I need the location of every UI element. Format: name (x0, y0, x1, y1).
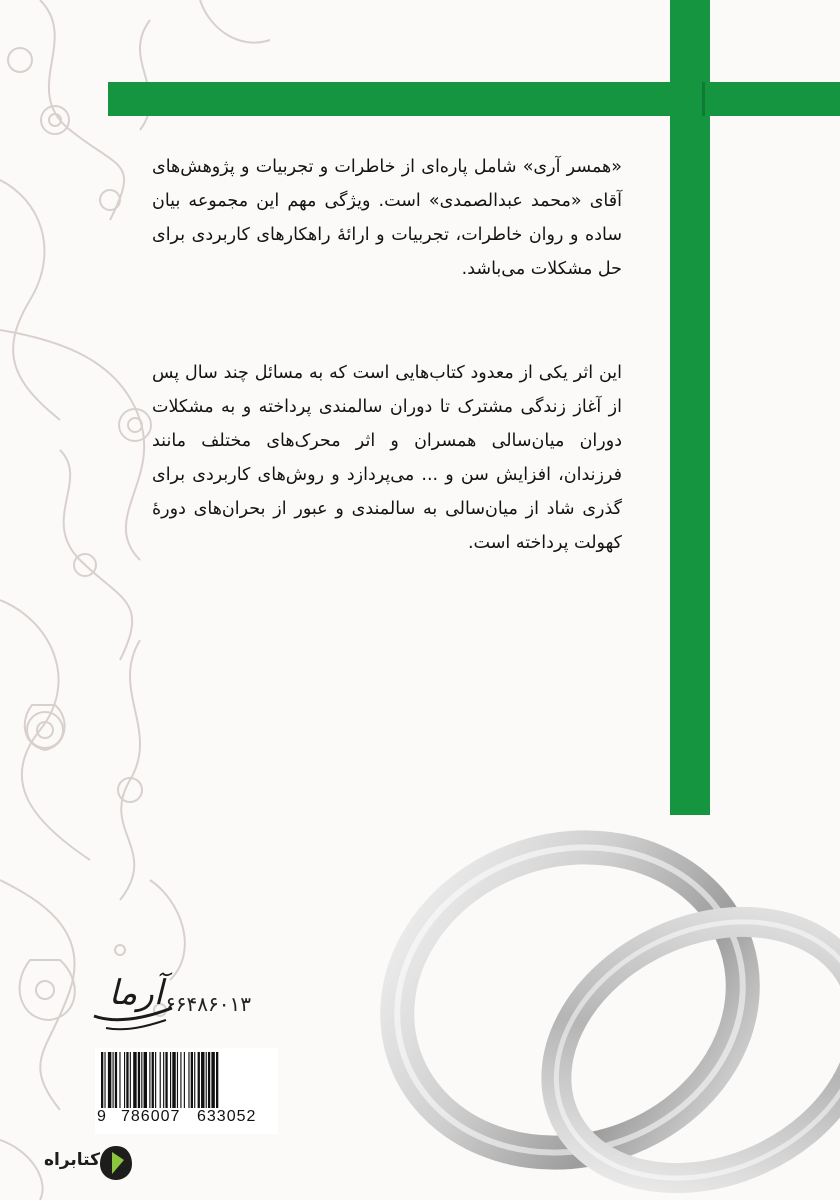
isbn-barcode (95, 1048, 278, 1134)
green-cross-vertical-bar (670, 0, 710, 815)
barcode-bar (180, 1052, 181, 1108)
barcode-bar (206, 1052, 207, 1108)
barcode-bar (201, 1052, 204, 1108)
barcode-bar (141, 1052, 142, 1108)
ketabrah-logo-icon (98, 1144, 134, 1182)
barcode-bar (165, 1052, 167, 1108)
barcode-bar (152, 1052, 154, 1108)
barcode-bar (113, 1052, 114, 1108)
barcode-bar (170, 1052, 171, 1108)
description-paragraph-1: «همسر آری» شامل پاره‌ای از خاطرات و تجربیات و پژوهش‌های آقای «محمد عبدالصمدی» است. ویژگی مهم این مجموعه بیان ساده و روان خاطرات، تجربیات و ارائهٔ راهکارهای کاربردی برای حل مشکلات می‌باشد. (152, 157, 622, 279)
barcode-bar (138, 1052, 140, 1108)
barcode-bar (194, 1052, 195, 1108)
barcode-bar (198, 1052, 200, 1108)
barcode-bar (216, 1052, 218, 1108)
barcode-bar (126, 1052, 128, 1108)
barcode-bar (188, 1052, 189, 1108)
barcode-bar (163, 1052, 164, 1108)
ketabrah-brand-text: کتابراه (43, 1150, 100, 1170)
barcode-digits (95, 1108, 278, 1132)
barcode-bar (149, 1052, 150, 1108)
barcode-bar (191, 1052, 193, 1108)
publisher-logo-text: آرما (108, 973, 164, 1013)
barcode-first-digit: 9 (97, 1108, 106, 1125)
description-paragraph-2: این اثر یکی از معدود کتاب‌هایی است که به مسائل چند سال پس از آغاز زندگی مشترک تا دوران سالمندی پرداخته و به مشکلات دوران میان‌سالی همسران و اثر محرک‌های مختلف مانند فرزندان، افزایش سن و ... می‌پردازد و روش‌های کاربردی برای گذری شاد از میان‌سالی به سالمندی و عبور از بحران‌های دورهٔ کهولت پرداخته است. (152, 363, 622, 553)
barcode-bar (177, 1052, 178, 1108)
barcode-bar (211, 1052, 214, 1108)
barcode-bar (172, 1052, 175, 1108)
barcode-bar (108, 1052, 111, 1108)
wedding-rings-illustration (380, 800, 840, 1200)
barcode-bar (160, 1052, 161, 1108)
publisher-logo (86, 968, 176, 1038)
barcode-bar (184, 1052, 185, 1108)
barcode-bar (155, 1052, 156, 1108)
barcode-bar (124, 1052, 125, 1108)
barcode-right-group: 633052 (197, 1108, 257, 1125)
barcode-bar (101, 1052, 103, 1108)
barcode-bar (130, 1052, 131, 1108)
barcode-bar (104, 1052, 105, 1108)
barcode-bar (133, 1052, 136, 1108)
ketabrah-watermark (40, 1138, 140, 1188)
barcode-bar (119, 1052, 120, 1108)
barcode-left-group: 786007 (121, 1108, 181, 1125)
barcode-bar (115, 1052, 117, 1108)
barcode-bars (101, 1052, 273, 1114)
green-cross-horizontal-bar (108, 82, 840, 116)
barcode-bar (208, 1052, 210, 1108)
publisher-phone: ۶۶۴۸۶۰۱۳ (165, 992, 251, 1016)
barcode-bar (144, 1052, 147, 1108)
